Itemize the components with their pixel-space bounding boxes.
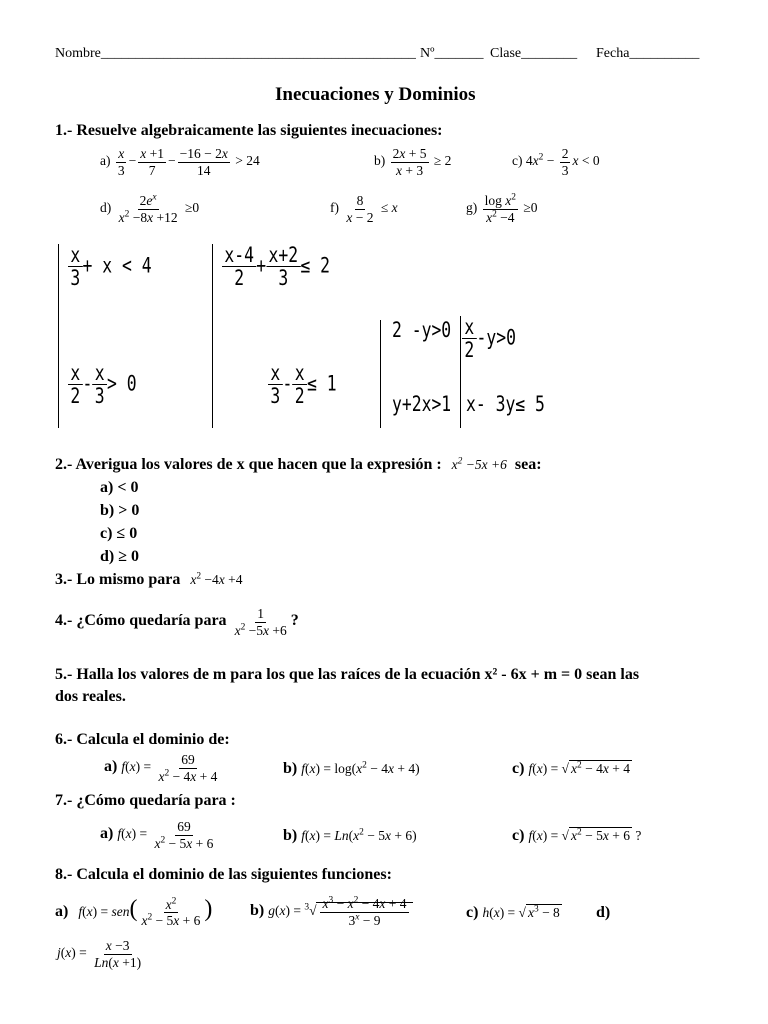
q6-item-a: a) f(x) = $\frac{69}{x^2 - 4x + 4}$	[104, 752, 218, 784]
question-5-line1: 5.- Halla los valores de m para los que las raíces de la ecuación x² - 6x + m = 0 sean las	[55, 666, 640, 683]
item-label: a)	[55, 903, 69, 920]
question-7: 7.- ¿Cómo quedaría para :	[55, 792, 236, 809]
system-2-eq1: $\frac{x-4}{2}$ + $\frac{x+2}{3}$ ≤ 2	[222, 244, 330, 289]
item-label: f)	[330, 200, 339, 216]
q1-item-d: d) $\frac{2e^x}{x^2 -8x +12}$ ≥0	[100, 192, 200, 225]
q7-item-a: a) f(x) = $\frac{69}{x^2 - 5x + 6}$	[100, 819, 214, 851]
q1-item-c: c) $4x^2$ − $\frac{2}{3}$ x < 0	[512, 146, 600, 178]
item-label: a)	[100, 153, 111, 169]
item-label: d)	[100, 200, 112, 216]
system-1-eq1: $\frac{x}{3}$ + x < 4	[68, 244, 152, 289]
q6-item-b: b) $f(x) = \log(x^2 - 4x + 4)$	[283, 760, 420, 777]
question-8: 8.- Calcula el dominio de las siguientes funciones:	[55, 866, 392, 883]
system-4-brace	[460, 316, 461, 428]
q1-item-b: b) $\frac{2x + 5}{x + 3}$ ≥ 2	[374, 146, 452, 178]
item-label: b)	[283, 827, 298, 844]
q7-item-c: c) f(x) = √ $x^2 - 5x + 6$ ?	[512, 827, 642, 844]
question-4: 4.- ¿Cómo quedaría para $\frac{1}{x^2 -5x +6}$ ?	[55, 606, 299, 638]
q1-item-a: a) $\frac{x}{3}$ − $\frac{x +1}{7}$ − $\frac{-16 - 2x}{14}$ > 24	[100, 146, 260, 178]
item-label: c)	[466, 904, 479, 921]
question-2: 2.- Averigua los valores de x que hacen que la expresión : $x^2 -5x +6$ sea:	[55, 456, 542, 473]
question-6: 6.- Calcula el dominio de:	[55, 731, 230, 748]
item-label: b)	[283, 760, 298, 777]
q2-item-d: d) ≥ 0	[100, 548, 140, 565]
system-1-brace	[58, 244, 59, 428]
item-label: g)	[466, 200, 478, 216]
q1-item-f: f) $\frac{8}{x - 2}$ ≤ x	[330, 193, 398, 225]
item-label: a)	[100, 825, 114, 843]
q8-item-b: b) g(x) = $^3$√ $\frac{x^3 - x^2 - 4x + 4}{3^x - 9}$	[250, 896, 413, 928]
item-label: c)	[512, 827, 525, 844]
q2-item-c: c) ≤ 0	[100, 525, 138, 542]
system-2-brace	[212, 244, 213, 428]
question-4-text: 4.- ¿Cómo quedaría para	[55, 612, 227, 630]
q1-item-g: g) $\frac{\log x^2}{x^2 -4}$ ≥0	[466, 192, 538, 225]
system-4-eq2: x- 3y≤ 5	[466, 392, 545, 416]
system-1-eq2: $\frac{x}{2}$ - $\frac{x}{3}$ > 0	[68, 362, 137, 407]
nombre-field: Nombre_____________________________________________	[55, 46, 416, 61]
q8-item-a: a) f(x) = sen( $\frac{x^2}{x^2 - 5x + 6}$ )	[55, 896, 213, 929]
system-3-brace	[380, 320, 381, 428]
question-1: 1.- Resuelve algebraicamente las siguientes inecuaciones:	[55, 122, 443, 139]
q7-item-b: b) $f(x) = Ln(x^2 - 5x + 6)$	[283, 827, 417, 844]
system-3-eq2: y+2x>1	[392, 392, 452, 416]
q8-item-j: j(x) = $\frac{x -3}{Ln(x +1)}$	[57, 938, 142, 970]
page-title: Inecuaciones y Dominios	[275, 84, 476, 105]
question-5-line2: dos reales.	[55, 688, 126, 705]
question-3: 3.- Lo mismo para $x^2 -4x +4$	[55, 571, 243, 588]
q6-item-c: c) f(x) = √ $x^2 - 4x + 4$	[512, 760, 630, 777]
q8-item-c: c) h(x) = √ $x^3 - 8$	[466, 904, 560, 921]
question-2-text: 2.- Averigua los valores de x que hacen que la expresión :	[55, 456, 442, 473]
item-label: b)	[374, 153, 386, 169]
numero-field: Nº_______	[420, 46, 484, 61]
q2-item-a: a) < 0	[100, 479, 139, 496]
question-2-sea: sea:	[514, 456, 542, 473]
item-label: c)	[512, 760, 525, 777]
system-2-eq2: $\frac{x}{3}$ - $\frac{x}{2}$ ≤ 1	[268, 362, 337, 407]
system-3-eq1: 2 -y>0	[392, 318, 452, 342]
q8-item-d: d)	[596, 904, 611, 921]
item-label: c)	[512, 153, 523, 169]
item-label: b)	[250, 902, 265, 920]
system-4-eq1: $\frac{x}{2}$ -y>0	[462, 316, 516, 361]
clase-field: Clase________	[490, 46, 578, 61]
fecha-field: Fecha__________	[596, 46, 700, 61]
item-label: a)	[104, 758, 118, 776]
q2-item-b: b) > 0	[100, 502, 140, 519]
question-3-text: 3.- Lo mismo para	[55, 571, 181, 588]
